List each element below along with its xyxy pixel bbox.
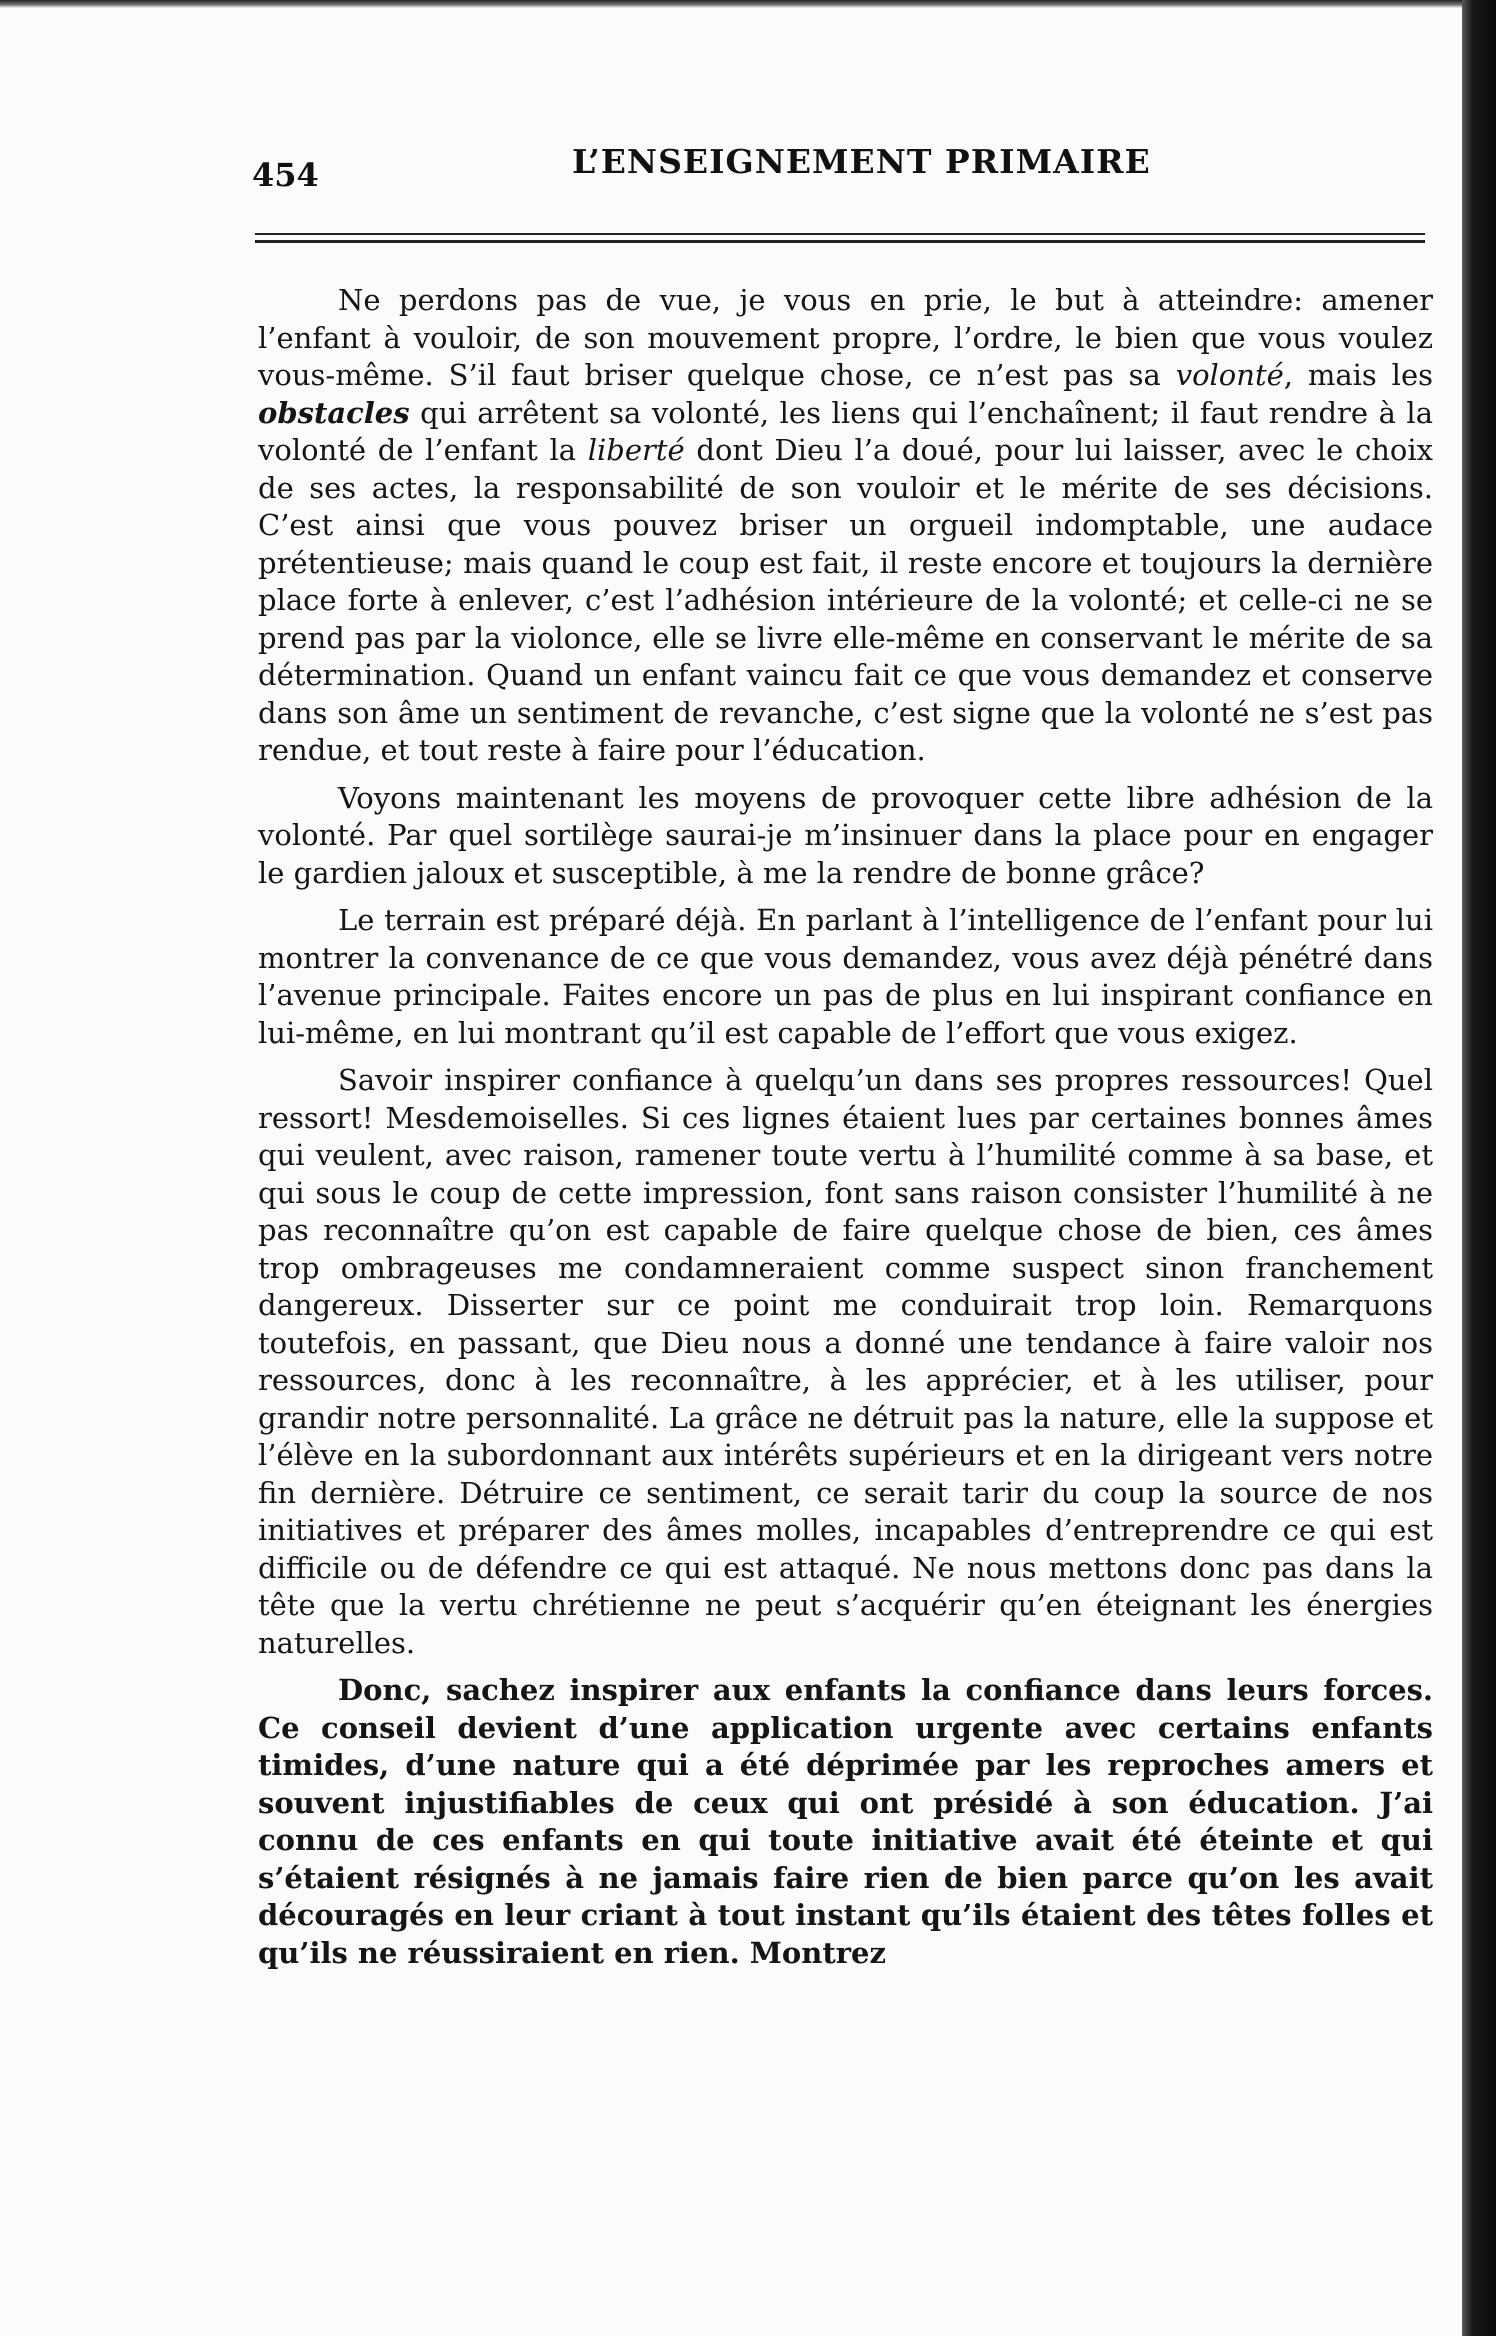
- scan-edge-top: [0, 0, 1496, 8]
- body-text: [258, 282, 1433, 1982]
- page-number: 454: [252, 156, 319, 194]
- paragraph-5: Donc, sachez inspirer aux enfants la confiance dans leurs forces. Ce conseil devient d’une application urgente avec certains enfants timides, d’une nature qui a été déprimée par les reproches amers et souvent injustifiables de ceux qui ont présidé à son éducation. J’ai connu de ces enfants en qui toute initiative avait été éteinte et qui s’étaient résignés à ne jamais faire rien de bien parce qu’on les avait découragés en leur criant à tout instant qu’ils étaient des têtes folles et qu’ils ne réussiraient en rien. Montrez: [258, 1673, 1433, 1970]
- paragraph-3: Le terrain est préparé déjà. En parlant à l’intelligence de l’enfant pour lui montrer la convenance de ce que vous demandez, vous avez déjà pénétré dans l’avenue principale. Faites encore un pas de plus en lui inspirant confiance en lui-même, en lui montrant qu’il est capable de l’effort que vous exigez.: [258, 903, 1433, 1050]
- paragraph-1-part-a: Ne perdons pas de vue, je vous en prie, le but à atteindre: amener l’enfant à vouloir, de son mouvement propre, l’ordre, le bien que vous voulez vous-même. S’il faut briser quelque chose, ce n’est pas sa: [258, 283, 1433, 392]
- emphasis-liberte: liberté: [587, 433, 685, 467]
- paragraph-1: [258, 282, 1433, 770]
- emphasis-obstacles: obstacles: [258, 395, 410, 430]
- scan-edge-right: [1462, 0, 1496, 2336]
- page-header: [252, 140, 1152, 194]
- header-rule-thin: [255, 233, 1425, 235]
- header-rule-thick: [255, 240, 1425, 243]
- paragraph-1-part-c: qui arrêtent sa volonté, les liens qui l’enchaînent; il faut rendre à la volonté de l’enfant la: [258, 395, 1433, 467]
- running-title: L’ENSEIGNEMENT PRIMAIRE: [572, 142, 1151, 181]
- paragraph-1-part-d: dont Dieu l’a doué, pour lui laisser, avec le choix de ses actes, la responsabilité de son vouloir et le mérite de ses décisions. C’est ainsi que vous pouvez briser un orgueil indomptable, une audace prétentieuse; mais quand le coup est fait, il reste encore et toujours la dernière place forte à enlever, c’est l’adhésion intérieure de la volonté; et celle-ci ne se prend pas par la violonce, elle se livre elle-même en conservant le mérite de sa détermination. Quand un enfant vaincu fait ce que vous demandez et conserve dans son âme un sentiment de revanche, c’est signe que la volonté ne s’est pas rendue, et tout reste à faire pour l’éducation.: [258, 433, 1434, 767]
- paragraph-1-part-b: , mais les: [1283, 358, 1433, 392]
- paragraph-4: Savoir inspirer confiance à quelqu’un dans ses propres ressources! Quel ressort! Mesdemoiselles. Si ces lignes étaient lues par certaines bonnes âmes qui veulent, avec raison, ramener toute vertu à l’humilité comme à sa base, et qui sous le coup de cette impression, font sans raison consister l’humilité à ne pas reconnaître qu’on est capable de faire quelque chose de bien, ces âmes trop ombrageuses me condamneraient comme suspect sinon franchement dangereux. Disserter sur ce point me conduirait trop loin. Remarquons toutefois, en passant, que Dieu nous a donné une tendance à faire valoir nos ressources, donc à les reconnaître, à les apprécier, et à les utiliser, pour grandir notre personnalité. La grâce ne détruit pas la nature, elle la suppose et l’élève en la subordonnant aux intérêts supérieurs et en la dirigeant vers notre fin dernière. Détruire ce sentiment, ce serait tarir du coup la source de nos initiatives et préparer des âmes molles, incapables d’entreprendre ce qui est difficile ou de défendre ce qui est attaqué. Ne nous mettons donc pas dans la tête que la vertu chrétienne ne peut s’acquérir qu’en éteignant les énergies naturelles.: [258, 1063, 1433, 1660]
- emphasis-volonte: volonté: [1175, 358, 1284, 392]
- paragraph-2: Voyons maintenant les moyens de provoquer cette libre adhésion de la volonté. Par quel sortilège saurai-je m’insinuer dans la place pour en engager le gardien jaloux et susceptible, à me la rendre de bonne grâce?: [258, 780, 1433, 890]
